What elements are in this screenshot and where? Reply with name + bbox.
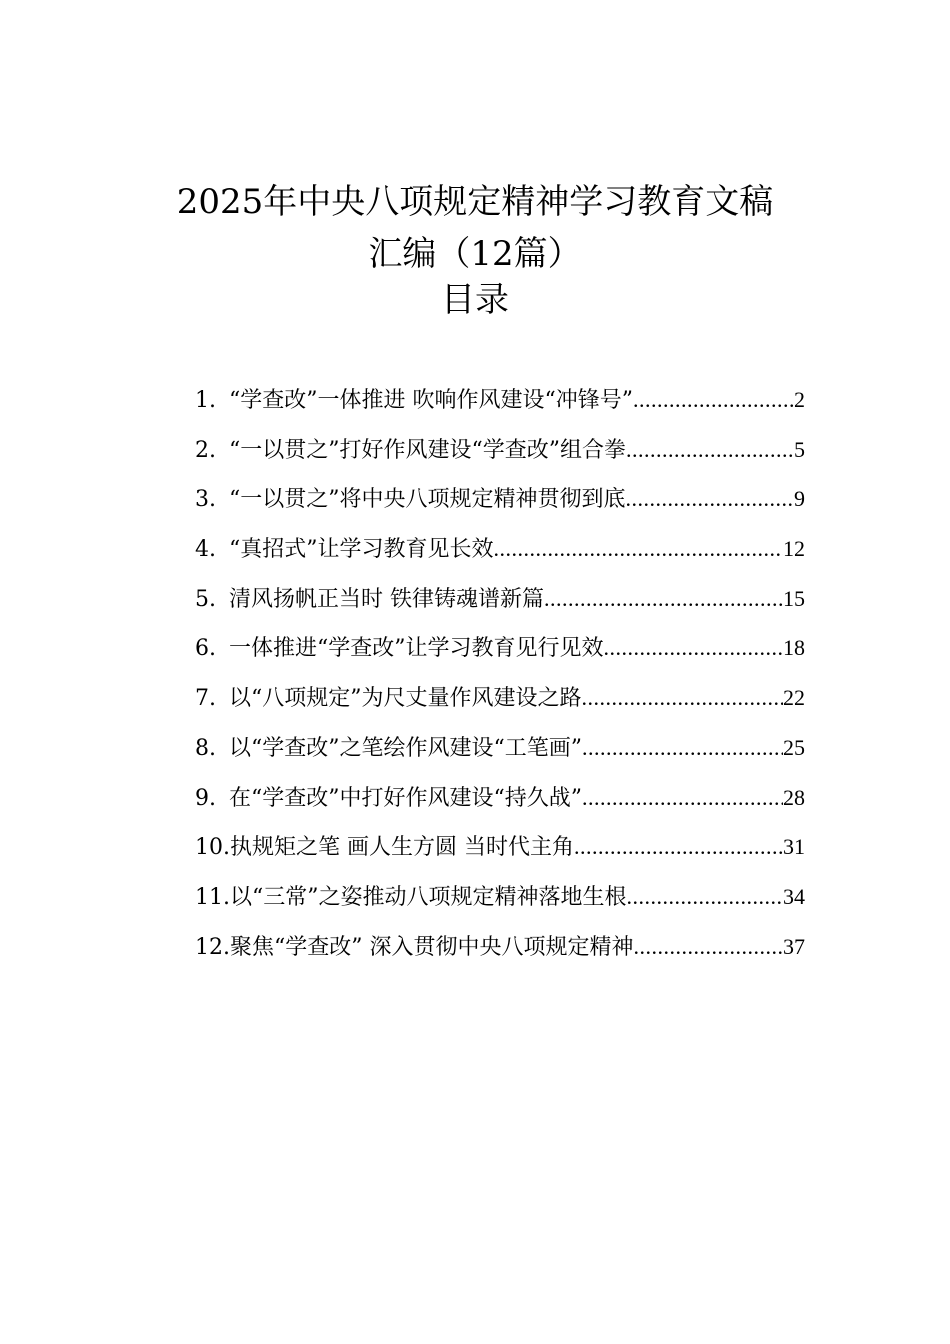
- toc-entry-number: 8.: [195, 735, 216, 761]
- toc-entry-page: 22: [783, 685, 805, 711]
- toc-entry-6[interactable]: [195, 628, 805, 678]
- toc-entry-number: 9.: [195, 785, 216, 811]
- toc-entry-page: 12: [783, 536, 805, 562]
- toc-entry-title: 以“三常”之姿推动八项规定精神落地生根: [230, 884, 627, 910]
- toc-entry-number: 2.: [195, 437, 216, 463]
- toc-heading: 目录: [441, 280, 509, 320]
- toc-dot-leader: [627, 877, 784, 917]
- toc-dot-leader: [582, 728, 783, 768]
- toc-entry-10[interactable]: [195, 827, 805, 877]
- toc-entry-page: 5: [794, 436, 805, 462]
- toc-dot-leader: [626, 430, 794, 470]
- toc-entry-1[interactable]: [195, 380, 805, 430]
- toc-entry-number: 12.: [195, 934, 230, 960]
- toc-dot-leader: [633, 380, 794, 420]
- title-line-1: 2025年中央八项规定精神学习教育文稿: [176, 182, 774, 222]
- toc-entry-page: 2: [794, 387, 805, 412]
- toc-entry-5[interactable]: [195, 579, 805, 629]
- toc-entry-7[interactable]: [195, 678, 805, 728]
- toc-entry-page: 31: [783, 834, 805, 860]
- toc-entry-title: 以“学查改”之笔绘作风建设“工笔画”: [229, 735, 582, 761]
- toc-entry-number: 7.: [195, 686, 216, 712]
- document-title: [140, 176, 810, 280]
- toc-entry-3[interactable]: [195, 479, 805, 529]
- toc-dot-leader: [582, 778, 783, 818]
- toc-entry-page: 37: [783, 933, 805, 959]
- toc-entry-2[interactable]: [195, 430, 805, 480]
- toc-entry-title: “一以贯之”将中央八项规定精神贯彻到底: [229, 487, 626, 513]
- toc-entry-9[interactable]: [195, 778, 805, 828]
- toc-entry-title: “真招式”让学习教育见长效: [229, 537, 494, 563]
- toc-dot-leader: [582, 678, 784, 718]
- toc-entry-number: 1.: [195, 388, 216, 413]
- title-line-2: 汇编（12篇）: [368, 234, 582, 274]
- toc-entry-12[interactable]: [195, 927, 805, 977]
- toc-entry-page: 18: [783, 635, 805, 661]
- toc-entry-title: 在“学查改”中打好作风建设“持久战”: [229, 785, 582, 811]
- toc-dot-leader: [626, 479, 795, 519]
- toc-entry-number: 10.: [195, 835, 230, 861]
- toc-entry-page: 28: [783, 784, 805, 810]
- toc-dot-leader: [544, 579, 783, 619]
- toc-entry-page: 34: [783, 883, 805, 909]
- toc-entry-page: 25: [783, 734, 805, 760]
- toc-entry-page: 9: [794, 486, 805, 512]
- toc-entry-number: 11.: [195, 884, 230, 910]
- toc-entry-number: 4.: [195, 537, 216, 563]
- toc-entry-number: 3.: [195, 487, 216, 513]
- toc-entry-8[interactable]: [195, 728, 805, 778]
- toc-entry-title: 执规矩之笔 画人生方圆 当时代主角: [230, 835, 574, 861]
- toc-dot-leader: [494, 529, 784, 569]
- toc-dot-leader: [604, 628, 784, 668]
- toc-entry-11[interactable]: [195, 877, 805, 927]
- toc-entry-title: 以“八项规定”为尺丈量作风建设之路: [229, 686, 582, 712]
- toc-entry-number: 5.: [195, 586, 216, 612]
- toc-entry-number: 6.: [195, 636, 216, 662]
- toc-entry-title: 聚焦“学查改” 深入贯彻中央八项规定精神: [230, 934, 634, 960]
- toc-entry-4[interactable]: [195, 529, 805, 579]
- toc-entry-title: 一体推进“学查改”让学习教育见行见效: [229, 636, 604, 662]
- toc-entry-title: “一以贯之”打好作风建设“学查改”组合拳: [229, 437, 626, 463]
- toc-dot-leader: [574, 827, 783, 867]
- toc-entry-title: 清风扬帆正当时 铁律铸魂谱新篇: [229, 586, 544, 612]
- toc-entry-page: 15: [783, 585, 805, 611]
- table-of-contents: [195, 380, 805, 976]
- toc-entry-title: “学查改”一体推进 吹响作风建设“冲锋号”: [229, 388, 633, 413]
- toc-dot-leader: [634, 927, 784, 967]
